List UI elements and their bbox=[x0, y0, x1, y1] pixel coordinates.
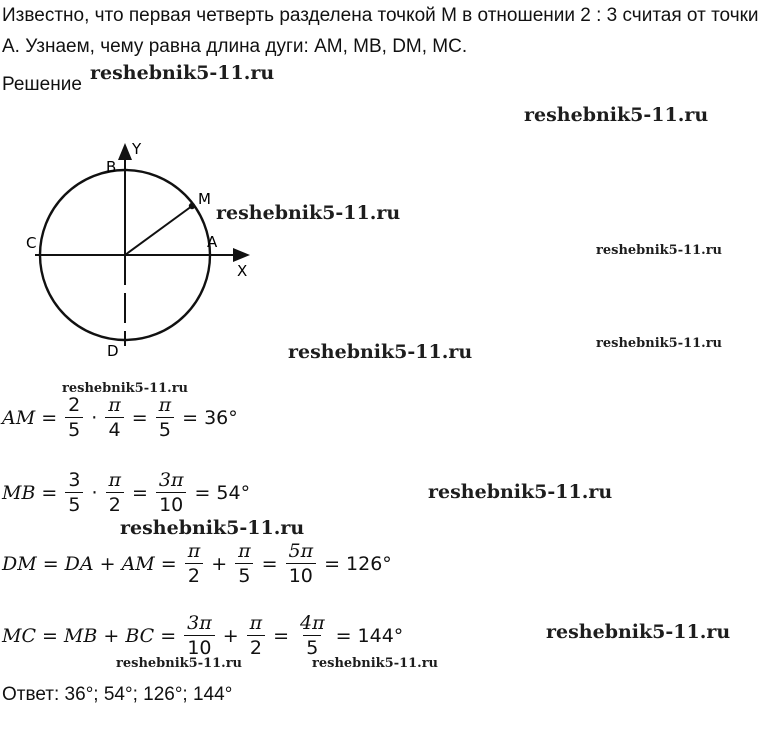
y-arrow bbox=[118, 143, 132, 160]
solution-heading: Решение bbox=[2, 74, 82, 95]
formula-lhs: DM bbox=[2, 552, 37, 575]
formula-result: 126° bbox=[346, 552, 392, 575]
formula-result: 36° bbox=[204, 406, 238, 429]
label-b: B bbox=[106, 158, 117, 176]
label-y: Y bbox=[132, 140, 142, 158]
formula-result: 54° bbox=[216, 481, 251, 504]
answer-text: Ответ: 36°; 54°; 126°; 144° bbox=[2, 684, 233, 705]
watermark: reshebnik5-11.ru bbox=[428, 481, 613, 503]
formula-lhs: AM bbox=[2, 406, 36, 429]
formula-lhs: MB bbox=[2, 481, 36, 504]
unit-circle-diagram bbox=[20, 138, 260, 363]
watermark: reshebnik5-11.ru bbox=[62, 381, 189, 396]
watermark: reshebnik5-11.ru bbox=[524, 104, 709, 126]
watermark: reshebnik5-11.ru bbox=[288, 341, 473, 363]
label-c: C bbox=[26, 234, 37, 252]
formula-result: 144° bbox=[357, 624, 404, 647]
watermark: reshebnik5-11.ru bbox=[312, 656, 439, 671]
formula-mb: MB = $\frac{3}{5}$ · $\frac{\pi}{2}$ = $\frac{3\pi}{10}$ = 54° bbox=[2, 469, 251, 516]
radius-om bbox=[125, 206, 192, 255]
formula-am: AM = $\frac{2}{5}$ · $\frac{\pi}{4}$ = $\frac{\pi}{5}$ = 36° bbox=[2, 394, 238, 441]
watermark: reshebnik5-11.ru bbox=[120, 517, 305, 539]
problem-text: Известно, что первая четверть разделена точкой М в отношении 2 : 3 считая от точки А. Узнаем, чему равна длина дуги: АМ, МВ, DМ, МС. bbox=[2, 5, 759, 57]
formula-mid: MB + BC bbox=[63, 624, 155, 647]
label-a: A bbox=[207, 233, 218, 251]
formula-lhs: MC bbox=[2, 624, 36, 647]
watermark: reshebnik5-11.ru bbox=[596, 336, 723, 351]
label-d: D bbox=[107, 342, 119, 360]
formula-mc: MC = MB + BC = $\frac{3\pi}{10}$ + $\frac{\pi}{2}$ = $\frac{4\pi}{5}$ = 144° bbox=[2, 612, 404, 659]
formula-mid: DA + AM bbox=[64, 552, 155, 575]
watermark: reshebnik5-11.ru bbox=[596, 243, 723, 258]
watermark: reshebnik5-11.ru bbox=[216, 202, 401, 224]
label-x: X bbox=[237, 262, 248, 280]
label-m: M bbox=[198, 190, 211, 208]
formula-dm: DM = DA + AM = $\frac{\pi}{2}$ + $\frac{\pi}{5}$ = $\frac{5\pi}{10}$ = 126° bbox=[2, 540, 392, 587]
point-m bbox=[189, 203, 195, 209]
x-arrow bbox=[233, 248, 250, 262]
watermark: reshebnik5-11.ru bbox=[546, 621, 731, 643]
watermark: reshebnik5-11.ru bbox=[116, 656, 243, 671]
watermark: reshebnik5-11.ru bbox=[90, 62, 275, 84]
